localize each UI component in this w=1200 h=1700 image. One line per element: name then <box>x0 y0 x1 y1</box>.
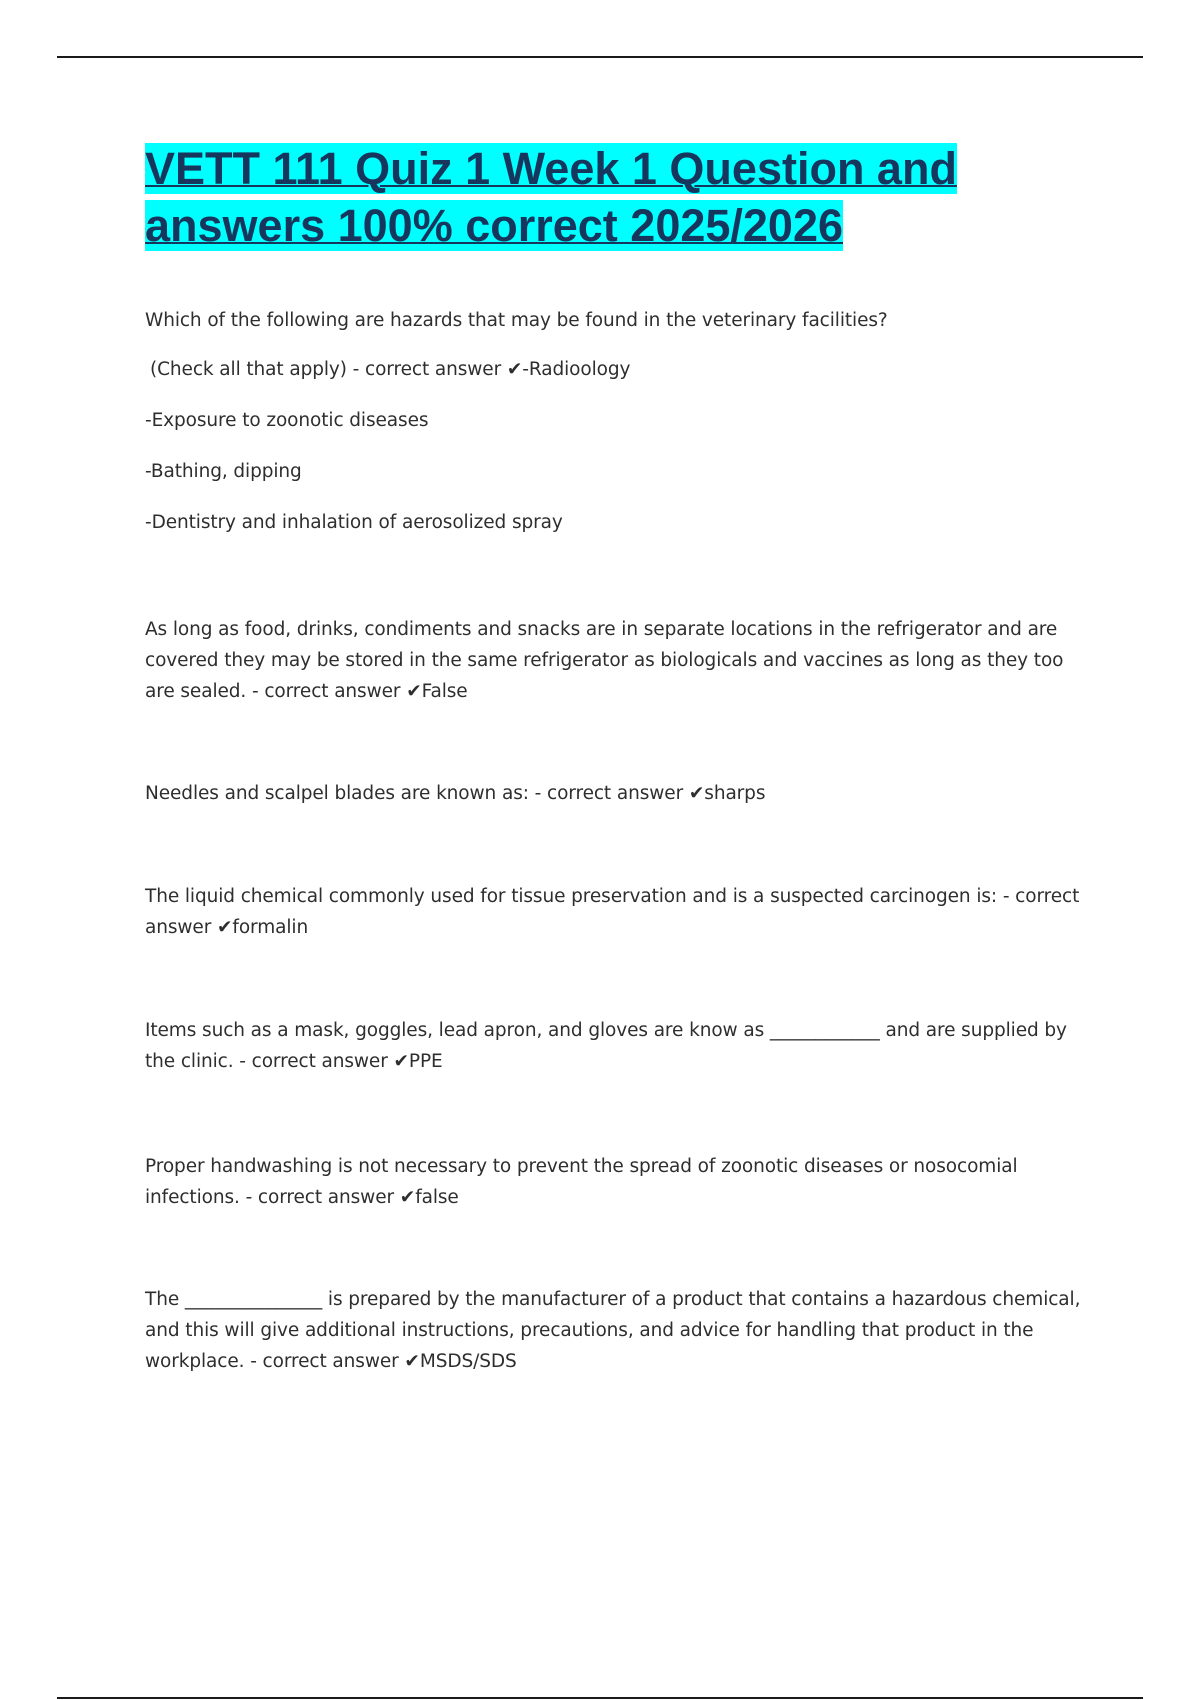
question-2-answer: False <box>421 681 468 702</box>
question-7 <box>145 1284 1085 1377</box>
question-5-answer: PPE <box>408 1051 443 1072</box>
checkmark-icon: ✔ <box>406 681 422 702</box>
question-1-prefix: (Check all that apply) - correct answer <box>150 359 507 380</box>
question-4-prefix: The liquid chemical commonly used for tissue preservation and is a suspected carcinogen is: - correct answer <box>145 886 1080 938</box>
question-6-answer: false <box>415 1187 459 1208</box>
title-highlight: VETT 111 Quiz 1 Week 1 Question and answers 100% correct 2025/2026 <box>145 143 957 251</box>
question-7-prefix: The _______________ is prepared by the manufacturer of a product that contains a hazardous chemical, and this will give additional instructions, precautions, and advice for handling that product in the workplace. - correct answer <box>145 1289 1081 1372</box>
question-6 <box>145 1151 1085 1213</box>
checkmark-icon: ✔ <box>399 1187 416 1208</box>
question-4-answer: formalin <box>232 917 309 938</box>
question-1-text: Which of the following are hazards that may be found in the veterinary facilities? <box>145 310 888 331</box>
header-rule <box>57 56 1143 58</box>
footer-rule <box>57 1697 1143 1699</box>
question-1-item-2: -Bathing, dipping <box>145 461 302 482</box>
document-body <box>145 140 1085 1377</box>
checkmark-icon: ✔ <box>506 359 523 380</box>
question-1-item-3: -Dentistry and inhalation of aerosolized spray <box>145 512 563 533</box>
question-6-prefix: Proper handwashing is not necessary to prevent the spread of zoonotic diseases or nosocomial infections. - correct answer <box>145 1156 1018 1208</box>
document-title <box>145 140 1085 254</box>
question-2 <box>145 614 1085 707</box>
checkmark-icon: ✔ <box>688 783 705 804</box>
question-3-answer: sharps <box>704 783 766 804</box>
question-5 <box>145 1015 1085 1077</box>
question-5-prefix: Items such as a mask, goggles, lead apron, and gloves are know as ____________ and are supplied by the clinic. - correct answer <box>145 1020 1067 1072</box>
question-3-prefix: Needles and scalpel blades are known as: - correct answer <box>145 783 689 804</box>
question-1-item-1: -Exposure to zoonotic diseases <box>145 410 429 431</box>
question-3 <box>145 778 1085 809</box>
question-2-prefix: As long as food, drinks, condiments and snacks are in separate locations in the refrigerator and are covered they may be stored in the same refrigerator as biologicals and vaccines as long as they too are sealed. - correct answer <box>145 619 1064 702</box>
checkmark-icon: ✔ <box>217 917 233 938</box>
checkmark-icon: ✔ <box>393 1051 409 1072</box>
checkmark-icon: ✔ <box>404 1351 420 1372</box>
question-7-answer: MSDS/SDS <box>419 1351 517 1372</box>
question-1-answer-line <box>145 354 1085 385</box>
question-4 <box>145 881 1085 943</box>
question-1-answer: -Radioology <box>522 359 631 380</box>
